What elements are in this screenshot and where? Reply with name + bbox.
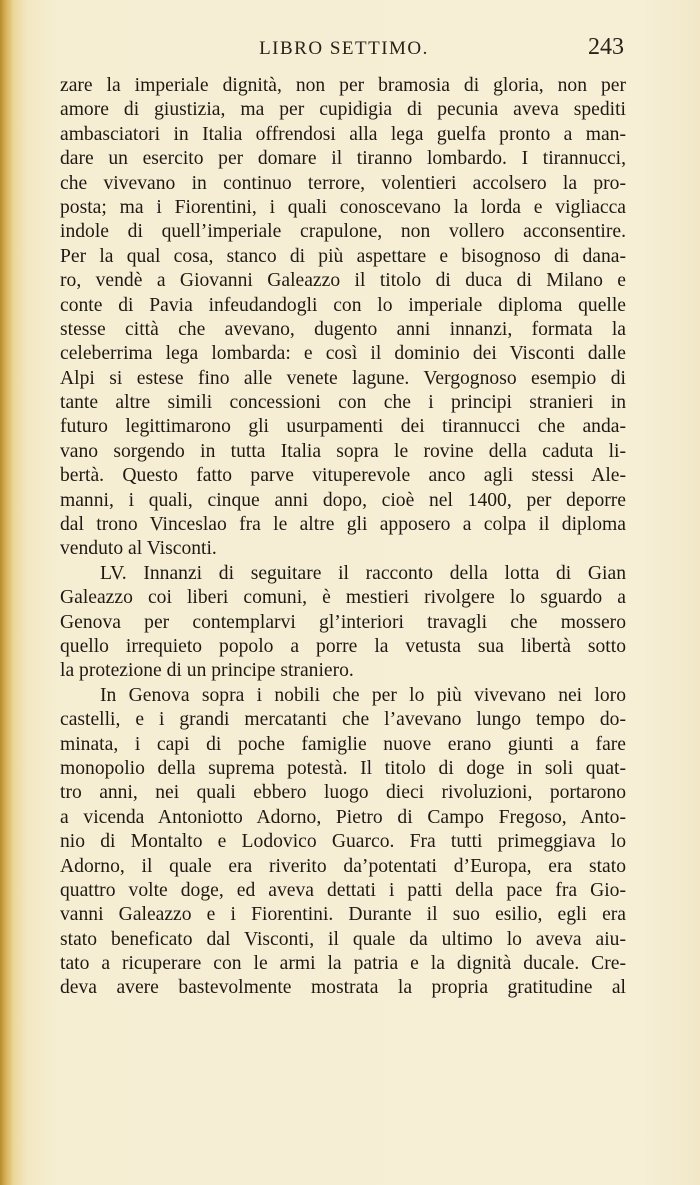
text-line: bertà. Questo fatto parve vituperevole anco agli stessi Ale- bbox=[60, 465, 626, 487]
text-line: tato a ricuperare con le armi la patria e la dignità ducale. Cre- bbox=[60, 953, 626, 975]
running-title: LIBRO SETTIMO. bbox=[259, 38, 429, 59]
text-line: zare la imperiale dignità, non per bramosia di gloria, non per bbox=[60, 75, 626, 96]
text-line: futuro legittimarono gli usurpamenti dei tirannucci che anda- bbox=[60, 416, 626, 438]
text-line: Genova per contemplarvi gl’interiori travagli che mossero bbox=[60, 611, 626, 633]
text-line: dal trono Vinceslao fra le altre gli apposero a colpa il diploma bbox=[60, 514, 626, 536]
text-line: tro anni, nei quali ebbero luogo dieci rivoluzioni, portarono bbox=[60, 782, 626, 804]
text-line: castelli, e i grandi mercatanti che l’avevano lungo tempo do- bbox=[60, 709, 626, 731]
text-line: LV. Innanzi di seguitare il racconto della lotta di Gian bbox=[100, 562, 626, 584]
text-line: nio di Montalto e Lodovico Guarco. Fra tutti primeggiava lo bbox=[60, 831, 626, 853]
text-line: tante altre simili concessioni con che i principi stranieri in bbox=[60, 392, 626, 414]
text-line: manni, i quali, cinque anni dopo, cioè nel 1400, per deporre bbox=[60, 489, 626, 511]
text-line: amore di giustizia, ma per cupidigia di pecunia aveva spediti bbox=[60, 99, 626, 121]
text-line: Adorno, il quale era riverito da’potentati d’Europa, era stato bbox=[60, 855, 626, 877]
body-text bbox=[60, 74, 626, 1001]
text-line: la protezione di un principe straniero. bbox=[60, 660, 354, 682]
text-line: celeberrima lega lombarda: e così il dominio dei Visconti dalle bbox=[60, 343, 626, 365]
text-line: quello irrequieto popolo a porre la vetusta sua libertà sotto bbox=[60, 635, 626, 657]
text-line: minata, i capi di poche famiglie nuove erano giunti a fare bbox=[60, 733, 626, 755]
text-line: stato beneficato dal Visconti, il quale da ultimo lo aveva aiu- bbox=[60, 928, 626, 950]
text-line: venduto al Visconti. bbox=[60, 538, 217, 560]
text-line: vanni Galeazzo e i Fiorentini. Durante il suo esilio, egli era bbox=[60, 904, 626, 926]
text-line: stesse città che avevano, dugento anni innanzi, formata la bbox=[60, 318, 626, 340]
text-line: Galeazzo coi liberi comuni, è mestieri rivolgere lo sguardo a bbox=[60, 587, 626, 609]
text-line: dare un esercito per domare il tiranno lombardo. I tirannucci, bbox=[60, 148, 626, 170]
text-line: vano sorgendo in tutta Italia sopra le rovine della caduta li- bbox=[60, 440, 626, 462]
text-line: deva avere bastevolmente mostrata la propria gratitudine al bbox=[60, 977, 626, 999]
page-header bbox=[64, 34, 624, 68]
text-line: Per la qual cosa, stanco di più aspettare e bisognoso di dana- bbox=[60, 245, 626, 267]
page-number: 243 bbox=[588, 34, 624, 60]
text-line: Alpi si estese fino alle venete lagune. Vergognoso esempio di bbox=[60, 367, 626, 389]
text-line: In Genova sopra i nobili che per lo più vivevano nei loro bbox=[100, 684, 626, 706]
text-line: conte di Pavia infeudandogli con lo imperiale diploma quelle bbox=[60, 294, 626, 316]
text-line: che vivevano in continuo terrore, volentieri accolsero la pro- bbox=[60, 172, 626, 194]
text-line: indole di quell’imperiale crapulone, non vollero acconsentire. bbox=[60, 221, 626, 243]
text-line: ro, vendè a Giovanni Galeazzo il titolo di duca di Milano e bbox=[60, 270, 626, 292]
text-line: ambasciatori in Italia offrendosi alla lega guelfa pronto a man- bbox=[60, 123, 626, 145]
text-line: quattro volte doge, ed aveva dettati i patti della pace fra Gio- bbox=[60, 879, 626, 901]
text-line: monopolio della suprema potestà. Il titolo di doge in soli quat- bbox=[60, 757, 626, 779]
text-line: a vicenda Antoniotto Adorno, Pietro di Campo Fregoso, Anto- bbox=[60, 806, 626, 828]
text-line: posta; ma i Fiorentini, i quali conoscevano la lorda e vigliacca bbox=[60, 196, 626, 218]
